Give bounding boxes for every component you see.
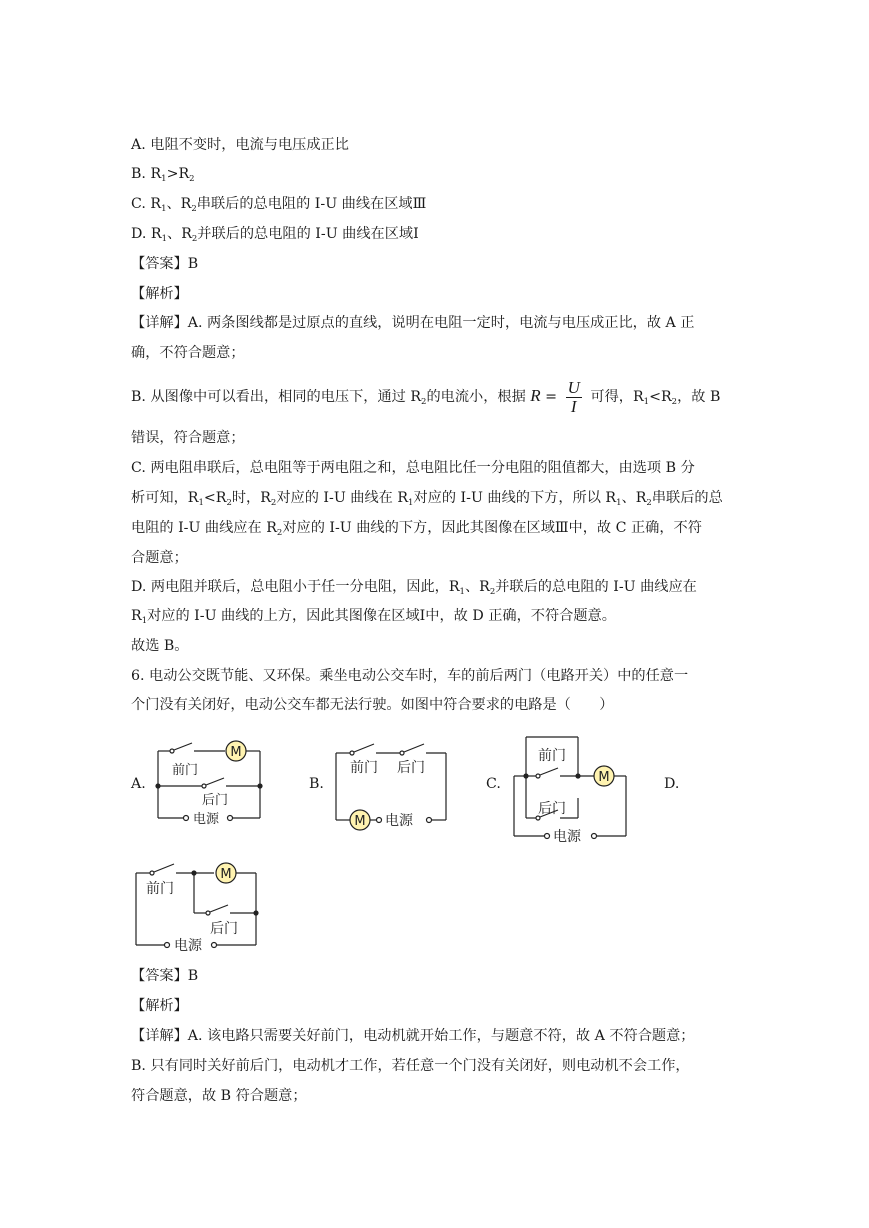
front-door-label: 前门	[172, 763, 199, 778]
q5-option-c: C. $R_1$、$R_2$串联后的总电阻的 I-U 曲线在区域Ⅲ	[131, 196, 427, 214]
motor-label: M	[598, 770, 610, 785]
back-door-label: 后门	[397, 760, 425, 776]
power-label: 电源	[385, 813, 413, 829]
q6-detail-line-1: 【详解】A. 该电路只需要关好前门，电动机就开始工作，与题意不符，故 A 不符合题意；	[131, 1028, 695, 1044]
back-door-label: 后门	[538, 801, 566, 817]
q5-answer: 【答案】B	[131, 256, 199, 272]
q6-answer: 【答案】B	[131, 968, 199, 984]
circuit-b	[330, 740, 455, 839]
q5-option-b: B. $R_1>R_2$	[131, 166, 195, 184]
power-label: 电源	[193, 812, 220, 827]
q5-option-d: D. $R_1$、$R_2$并联后的总电阻的 I-U 曲线在区域Ⅰ	[131, 226, 419, 244]
q6-label-b: B.	[309, 776, 324, 792]
back-door-label: 后门	[210, 921, 238, 937]
circuit-a	[150, 740, 270, 834]
q6-analysis-tag: 【解析】	[131, 998, 188, 1014]
power-label: 电源	[553, 829, 581, 845]
q6-detail-line-3: 符合题意，故 B 符合题意；	[131, 1088, 307, 1104]
q5-detail-line-8: 合题意；	[131, 550, 188, 566]
q5-detail-line-2: 确，不符合题意；	[131, 345, 245, 361]
q5-option-a: A. 电阻不变时，电流与电压成正比	[131, 137, 349, 153]
q5-detail-line-1: 【详解】A. 两条图线都是过原点的直线，说明在电阻一定时，电流与电压成正比，故 A 正	[131, 315, 695, 331]
q5-detail-line-10: $R_1$对应的 I-U 曲线的上方，因此其图像在区域Ⅰ中，故 D 正确，不符合题意。	[131, 608, 616, 626]
q6-stem-line-1: 6. 电动公交既节能、又环保。乘坐电动公交车时，车的前后两门（电路开关）中的任意一	[131, 668, 689, 684]
q5-detail-line-6: 析可知，$R_1<R_2$时，$R_2$对应的 I-U 曲线在 $R_1$对应的 I-U 曲线的下方，所以 $R_1$、$R_2$串联后的总	[131, 490, 723, 508]
power-label: 电源	[174, 938, 202, 954]
back-door-label: 后门	[202, 793, 229, 808]
q6-stem-line-2: 个门没有关闭好，电动公交车都无法行驶。如图中符合要求的电路是（ ）	[131, 697, 614, 713]
q6-label-d: D.	[664, 776, 680, 792]
q5-detail-line-4: 错误，符合题意；	[131, 430, 245, 446]
q6-label-a: A.	[131, 776, 146, 792]
motor-label: M	[220, 867, 232, 882]
formula-r: R	[530, 386, 541, 405]
q5-detail-line-5: C. 两电阻串联后，总电阻等于两电阻之和，总电阻比任一分电阻的阻值都大，由选项 B 分	[131, 460, 695, 476]
front-door-label: 前门	[350, 760, 378, 776]
q5-detail-line-11: 故选 B。	[131, 638, 189, 654]
formula-fraction: $\frac{U}{I}$	[567, 377, 580, 416]
front-door-label: 前门	[146, 881, 174, 897]
q6-detail-line-2: B. 只有同时关好前后门，电动机才工作，若任意一个门没有关闭好，则电动机不会工作，	[131, 1058, 690, 1074]
circuit-d	[128, 855, 268, 959]
motor-label: M	[354, 814, 366, 829]
motor-label: M	[230, 745, 242, 760]
q6-label-c: C.	[486, 776, 501, 792]
q5-detail-line-9: D. 两电阻并联后，总电阻小于任一分电阻，因此，$R_1$、$R_2$并联后的总电阻的 I-U 曲线应在	[131, 579, 697, 597]
front-door-label: 前门	[538, 748, 566, 764]
q5-detail-line-7: 电阻的 I-U 曲线应在 $R_2$对应的 I-U 曲线的下方，因此其图像在区域Ⅲ中，故 C 正确，不符	[131, 520, 702, 538]
q5-detail-line-3: B. 从图像中可以看出，相同的电压下，通过 $R_2$的电流小，根据 R = $\frac{U}{I}$ 可得，$R_1<R_2$，故 B	[131, 377, 721, 416]
q5-analysis-tag: 【解析】	[131, 286, 188, 302]
circuit-c	[508, 728, 633, 852]
